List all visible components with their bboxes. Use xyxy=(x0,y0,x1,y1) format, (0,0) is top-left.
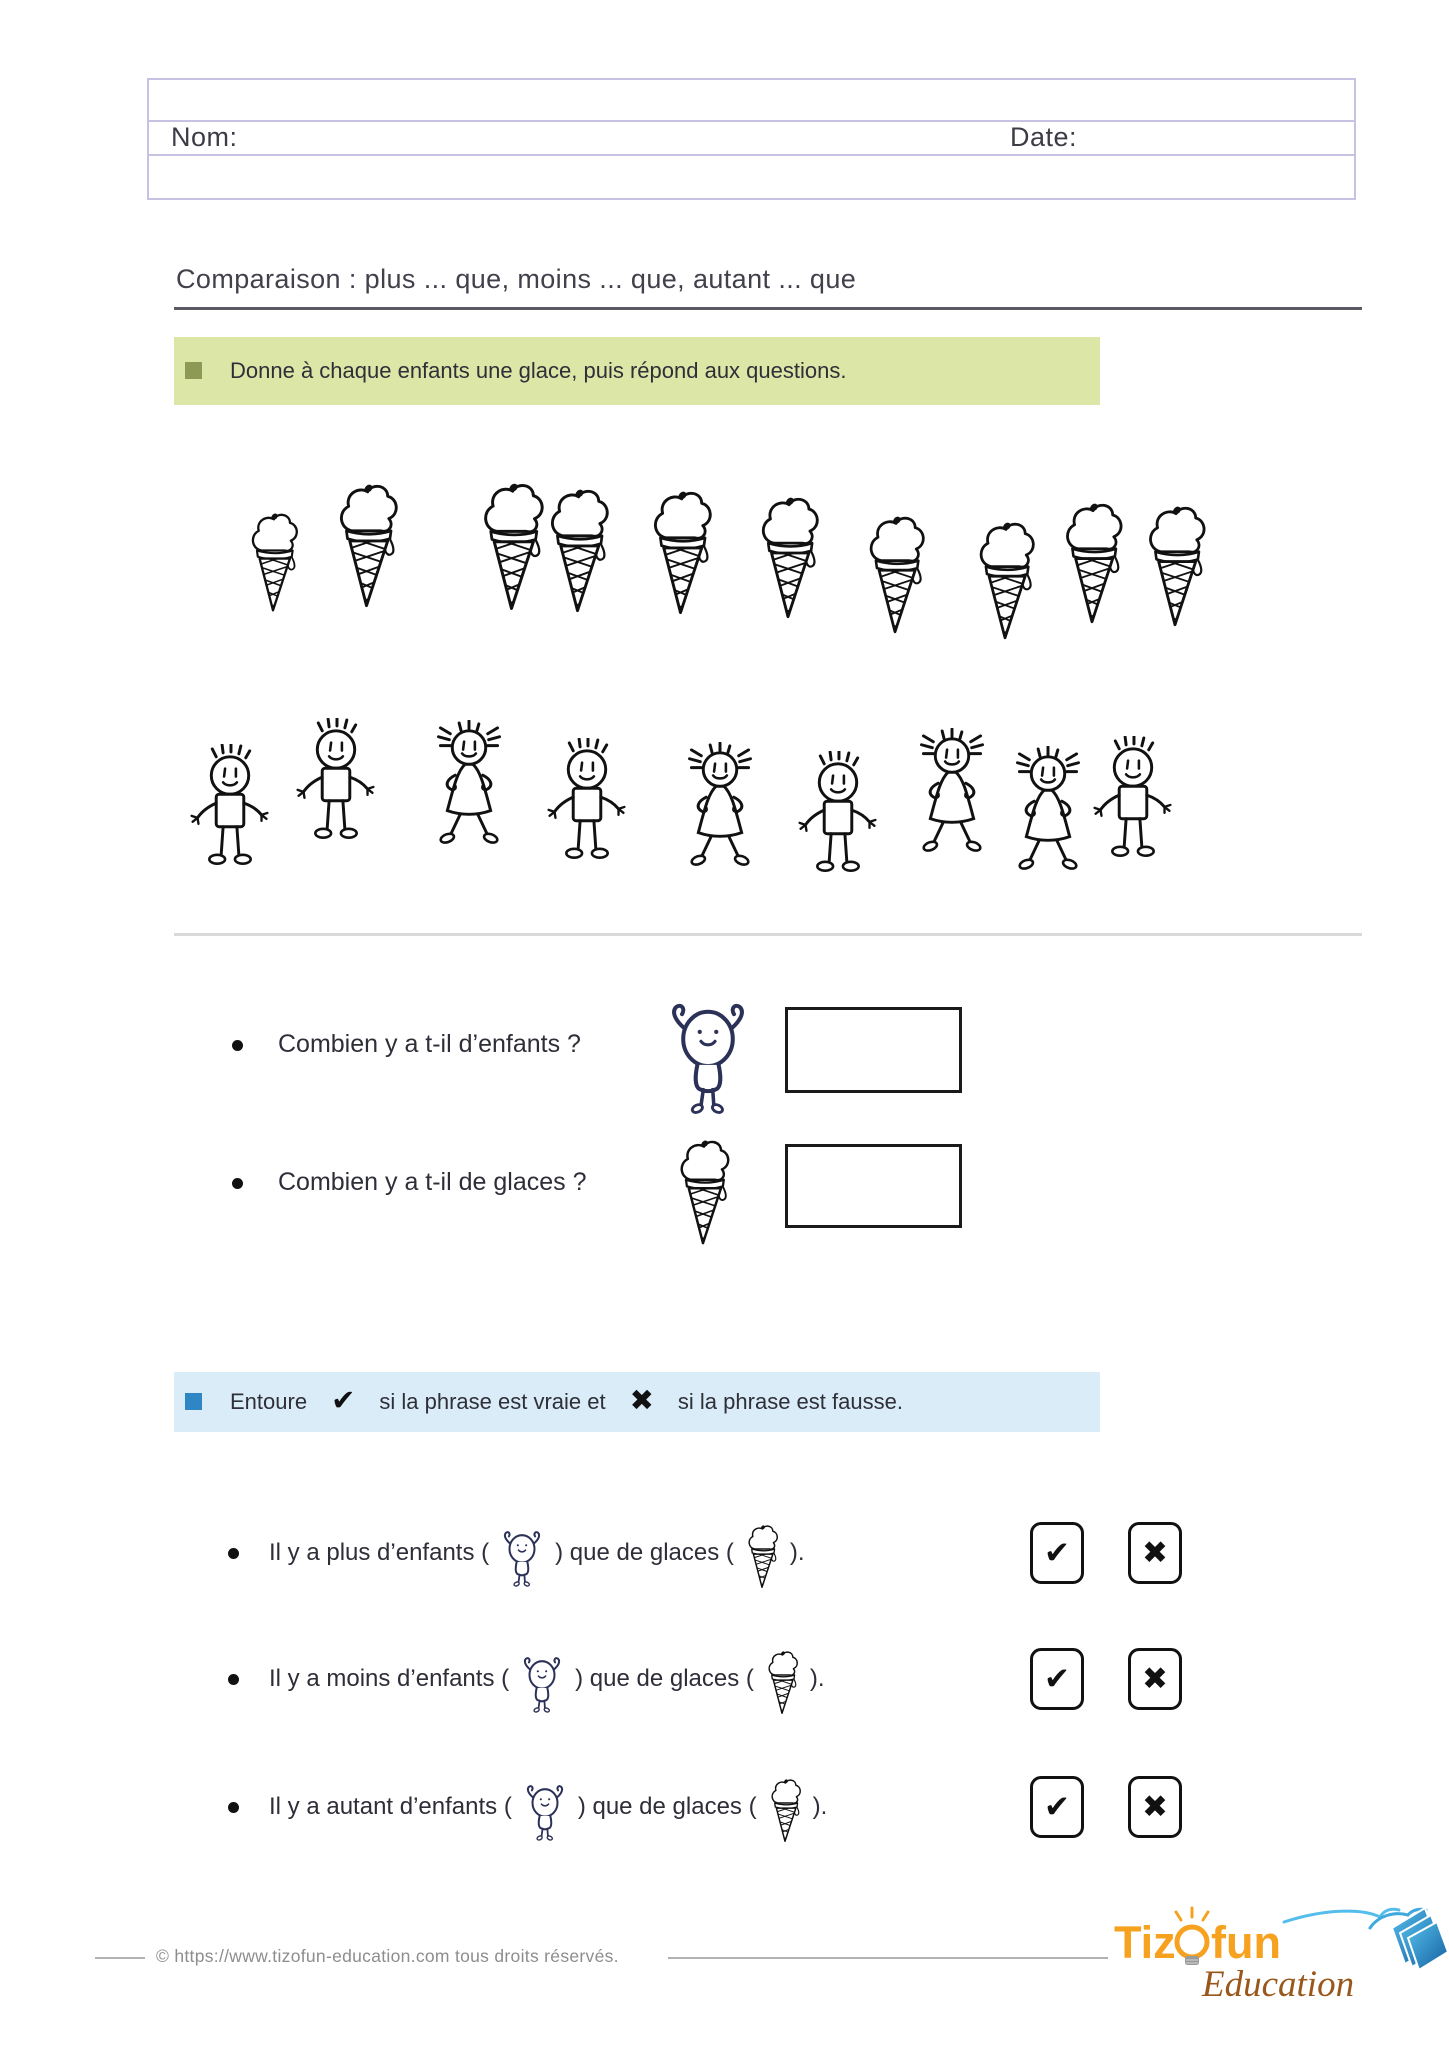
child-icon xyxy=(791,751,885,881)
statement2-bullet xyxy=(228,1674,239,1685)
child-icon xyxy=(497,1527,547,1591)
logo-text-education: Education xyxy=(1202,1964,1355,2002)
ice-cream-icon xyxy=(246,513,300,613)
child-icon xyxy=(540,738,634,868)
child-icon xyxy=(517,1653,567,1717)
header-rule-bottom xyxy=(149,154,1354,156)
child-icon xyxy=(520,1781,570,1845)
ice-cream-icon xyxy=(1059,503,1125,625)
question1-child-icon xyxy=(658,1000,758,1118)
statement2-after: ). xyxy=(809,1665,825,1692)
green-square-bullet-icon xyxy=(185,362,202,379)
instruction-banner-give xyxy=(174,337,1100,405)
statement3-false-box[interactable]: ✖ xyxy=(1128,1776,1182,1838)
instruction-banner-entoure xyxy=(174,1372,1100,1432)
ice-cream-icon xyxy=(1142,506,1208,628)
check-icon: ✔ xyxy=(331,1383,356,1417)
copyright-text: © https://www.tizofun-education.com tous droits réservés. xyxy=(156,1946,619,1966)
cross-icon: ✖ xyxy=(629,1383,654,1417)
logo-swoosh xyxy=(1284,1909,1399,1922)
statement1-bullet xyxy=(228,1548,239,1559)
logo-text-tiz: Tiz xyxy=(1114,1917,1176,1968)
statement2-middle: ) que de glaces ( xyxy=(575,1665,754,1692)
ice-cream-icon xyxy=(767,1779,803,1843)
footer-rule-right xyxy=(668,1957,1108,1959)
statement-row-plus xyxy=(228,1517,805,1589)
blue-square-bullet-icon xyxy=(185,1393,202,1410)
ice-cream-icon xyxy=(764,1651,800,1715)
statement1-after: ). xyxy=(789,1539,805,1566)
logo-text-fun: fun xyxy=(1211,1917,1281,1968)
ice-cream-icon xyxy=(647,491,714,616)
footer-rule-left xyxy=(95,1957,145,1959)
statement-row-moins xyxy=(228,1643,825,1715)
statement3-middle: ) que de glaces ( xyxy=(577,1793,757,1820)
ice-cream-icon xyxy=(744,1525,780,1589)
question1-bullet xyxy=(232,1040,243,1051)
child-icon xyxy=(422,720,516,850)
statement1-true-box[interactable]: ✔ xyxy=(1030,1522,1084,1584)
statement3-before: Il y a autant d’enfants ( xyxy=(269,1793,512,1820)
ice-cream-icon xyxy=(477,483,546,612)
statement3-true-box[interactable]: ✔ xyxy=(1030,1776,1084,1838)
child-icon xyxy=(183,744,277,874)
instruction-give-text: Donne à chaque enfants une glace, puis répond aux questions. xyxy=(230,358,847,383)
book-pages-icon xyxy=(1370,1908,1448,1970)
nom-label: Nom: xyxy=(171,122,238,152)
entoure-word: Entoure xyxy=(230,1389,308,1414)
entoure-true-text: si la phrase est vraie et xyxy=(379,1389,606,1414)
date-label: Date: xyxy=(1010,122,1078,152)
ice-cream-icon xyxy=(333,484,400,609)
ice-cream-icon xyxy=(973,522,1037,641)
question1-text: Combien y a t-il d’enfants ? xyxy=(278,1030,581,1058)
child-icon xyxy=(289,718,383,848)
statement2-true-box[interactable]: ✔ xyxy=(1030,1648,1084,1710)
ice-cream-icon xyxy=(755,497,821,620)
lightbulb-icon xyxy=(1176,1908,1208,1965)
section-divider xyxy=(174,933,1362,936)
child-icon xyxy=(1086,736,1180,866)
date-input-area[interactable] xyxy=(1084,122,1344,152)
statement1-before: Il y a plus d’enfants ( xyxy=(269,1539,490,1566)
statement3-bullet xyxy=(228,1802,239,1813)
entoure-false-text: si la phrase est fausse. xyxy=(677,1389,903,1414)
ice-cream-icon xyxy=(544,489,611,614)
question2-icecream-icon xyxy=(674,1140,732,1246)
statement-row-autant xyxy=(228,1771,827,1843)
child-icon xyxy=(1001,746,1095,876)
question2-bullet xyxy=(232,1178,243,1189)
statement1-middle: ) que de glaces ( xyxy=(555,1539,734,1566)
statement3-after: ). xyxy=(812,1793,828,1820)
question2-answer-box[interactable] xyxy=(785,1144,962,1228)
nom-input-area[interactable] xyxy=(244,122,984,152)
child-icon xyxy=(905,728,999,858)
question1-answer-box[interactable] xyxy=(785,1007,962,1093)
name-date-box xyxy=(147,78,1356,200)
question2-text: Combien y a t-il de glaces ? xyxy=(278,1168,587,1196)
child-icon xyxy=(673,742,767,872)
statement2-before: Il y a moins d’enfants ( xyxy=(269,1665,510,1692)
statement1-false-box[interactable]: ✖ xyxy=(1128,1522,1182,1584)
page-title: Comparaison : plus ... que, moins ... que, autant ... que xyxy=(176,264,857,294)
ice-cream-icon xyxy=(863,516,927,635)
statement2-false-box[interactable]: ✖ xyxy=(1128,1648,1182,1710)
title-underline xyxy=(174,307,1362,310)
tizofun-logo xyxy=(1112,1902,1449,2002)
